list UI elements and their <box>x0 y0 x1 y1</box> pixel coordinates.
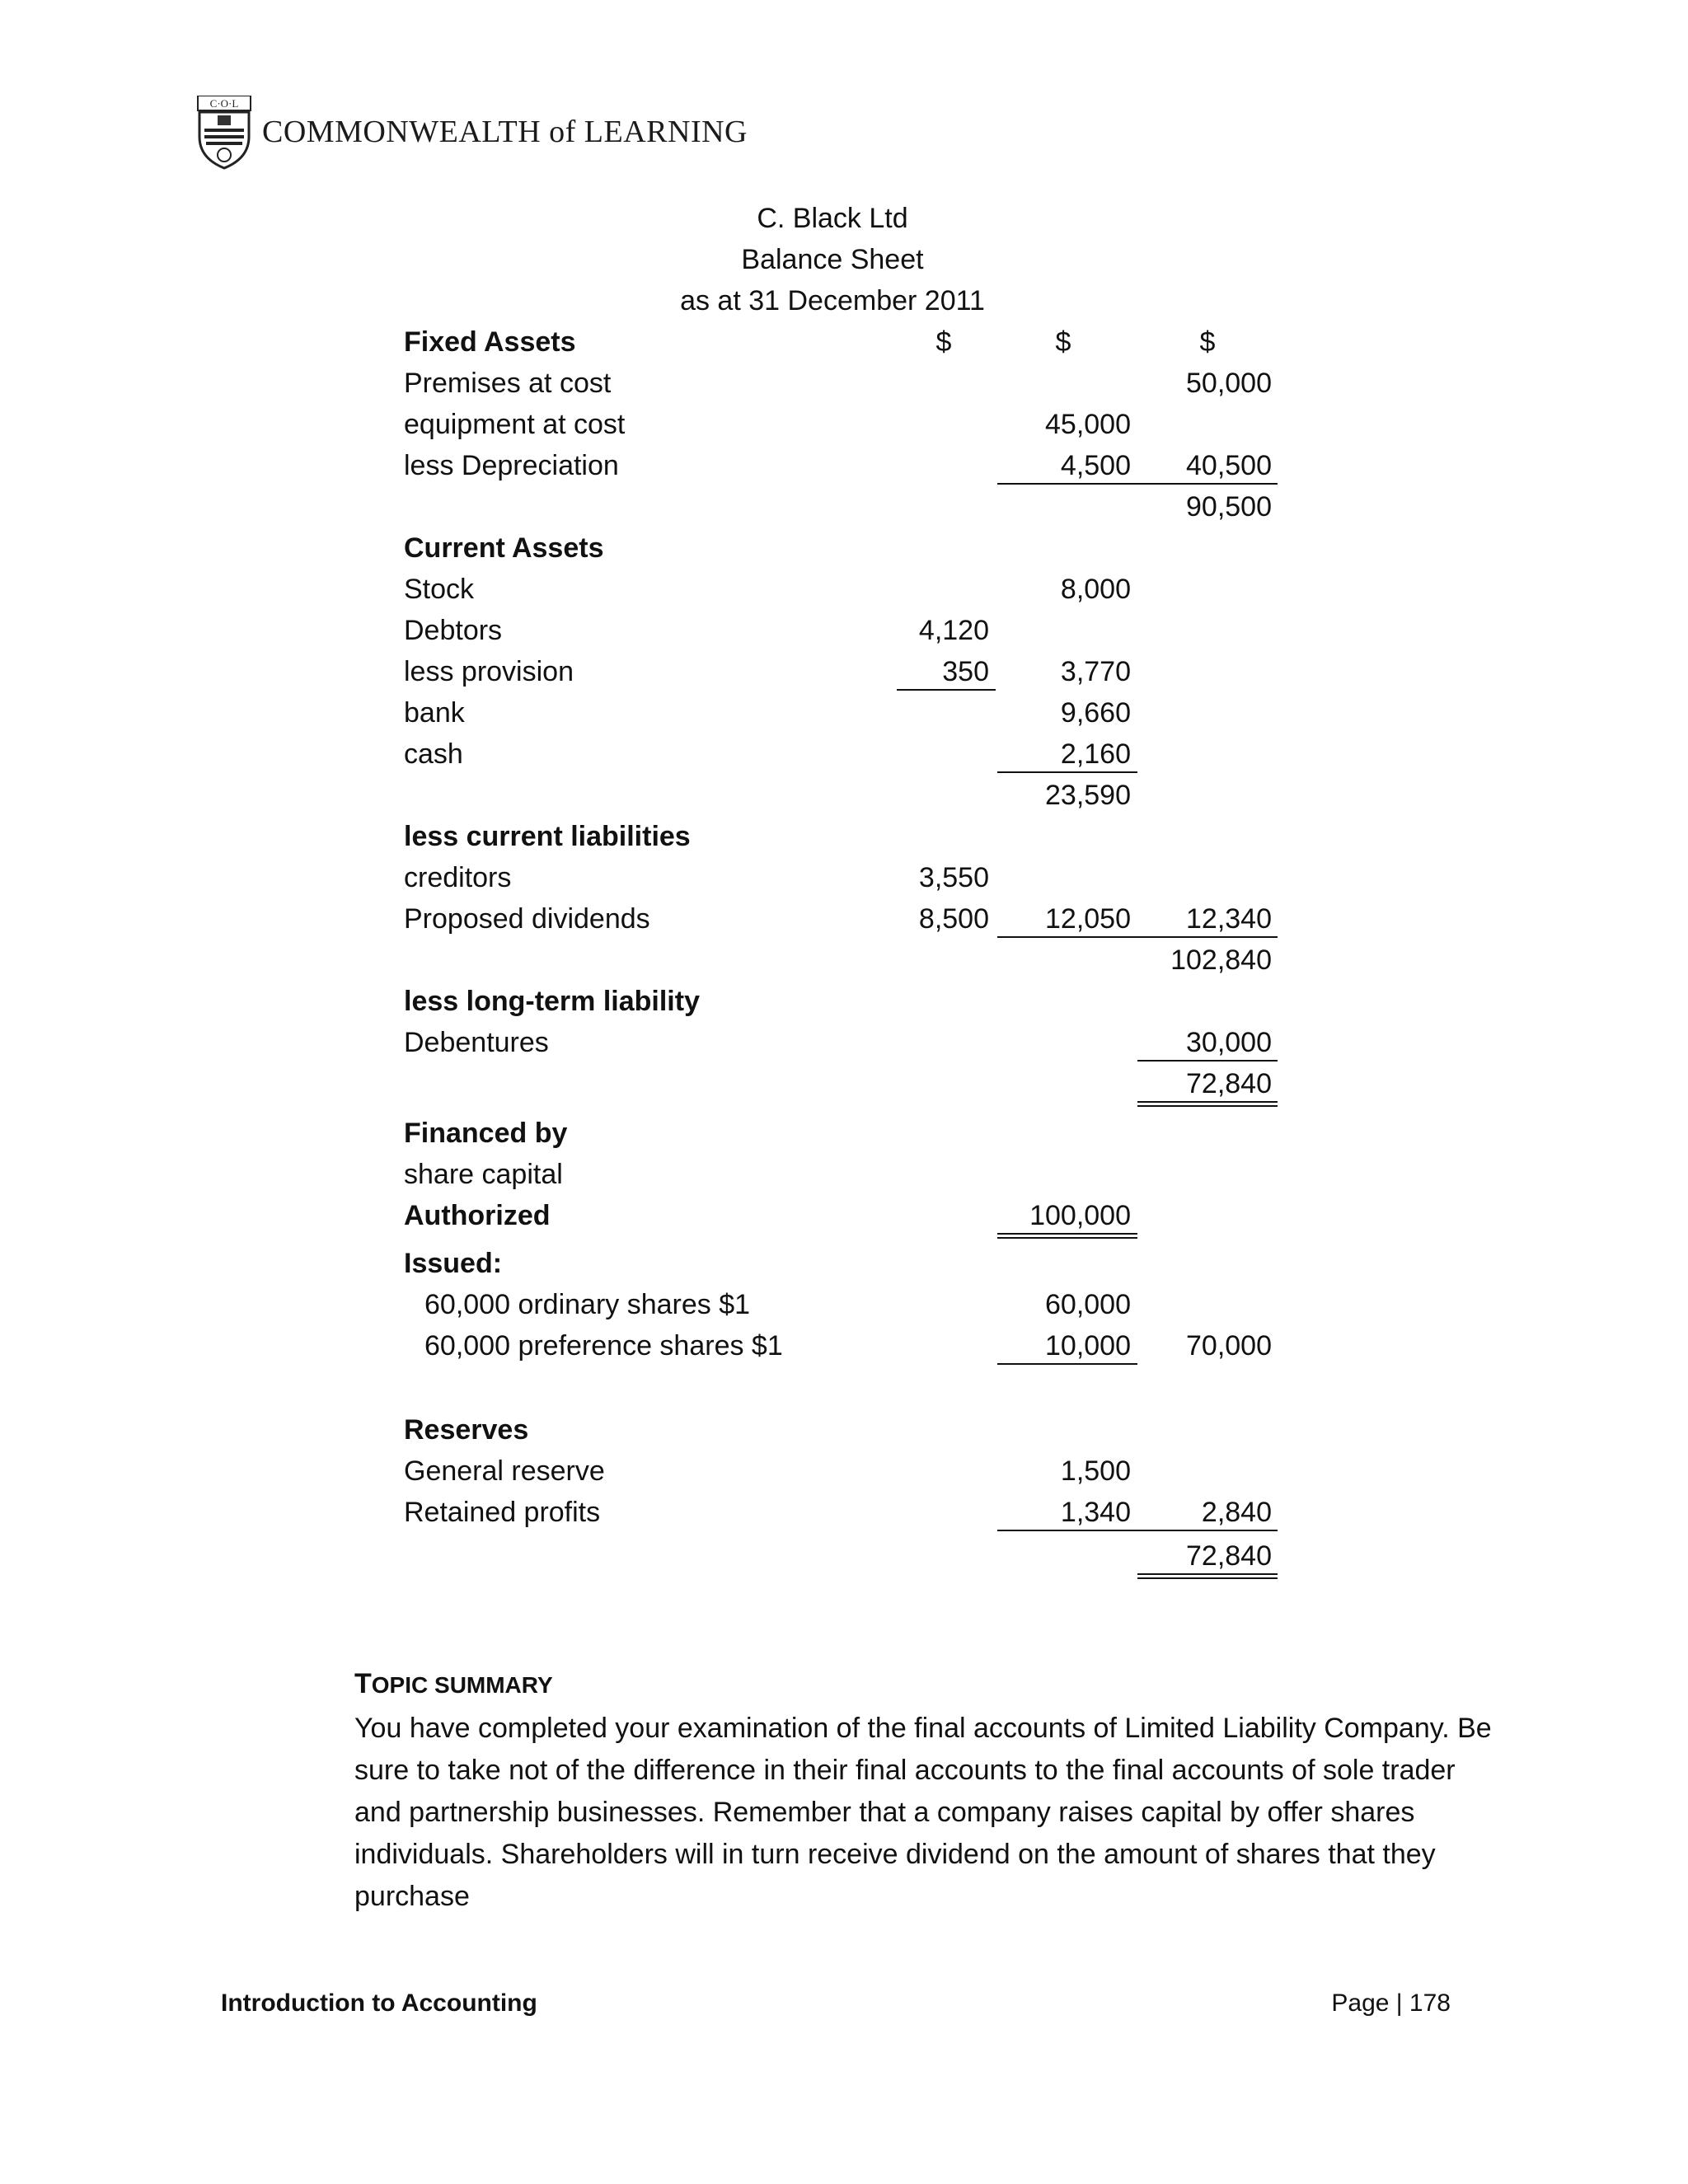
retained-profits-label: Retained profits <box>404 1497 601 1528</box>
issued-label: Issued: <box>404 1248 503 1279</box>
provision-label: less provision <box>404 656 574 687</box>
cash-label: cash <box>404 738 463 770</box>
net-assets-total: 72,840 <box>1186 1068 1272 1099</box>
logo-wordmark-text: COMMONWEALTH of LEARNING <box>262 115 748 149</box>
rule <box>1137 1060 1278 1062</box>
fixed-assets-heading: Fixed Assets <box>404 326 576 358</box>
rule <box>1137 1530 1278 1531</box>
fixed-assets-total: 90,500 <box>1186 491 1272 523</box>
bank-label: bank <box>404 697 465 729</box>
general-reserve-label: General reserve <box>404 1455 605 1487</box>
long-term-liability-heading: less long-term liability <box>404 986 700 1017</box>
provision-value: 350 <box>942 656 989 687</box>
debentures-value: 30,000 <box>1186 1027 1272 1058</box>
reserves-total: 2,840 <box>1201 1497 1272 1528</box>
subtotal-value: 102,840 <box>1170 944 1272 976</box>
net-debtors-value: 3,770 <box>1060 656 1131 687</box>
dividends-label: Proposed dividends <box>404 903 650 935</box>
equipment-value: 45,000 <box>1045 409 1131 440</box>
rule <box>997 1530 1137 1531</box>
reserves-heading: Reserves <box>404 1414 529 1446</box>
double-rule <box>997 1233 1137 1235</box>
double-rule <box>997 1237 1137 1239</box>
double-rule <box>1137 1577 1278 1579</box>
rule <box>997 771 1137 773</box>
footer-book-title: Introduction to Accounting <box>221 1990 537 2017</box>
depreciation-label: less Depreciation <box>404 450 619 481</box>
creditors-label: creditors <box>404 862 512 893</box>
working-capital-value: 12,340 <box>1186 903 1272 935</box>
double-rule <box>1137 1101 1278 1103</box>
heading-rest: OPIC SUMMARY <box>371 1672 553 1698</box>
topic-summary-heading <box>354 1668 553 1700</box>
currency-col3: $ <box>1199 326 1216 358</box>
rule <box>1137 936 1278 938</box>
ordinary-shares-value: 60,000 <box>1045 1289 1131 1320</box>
cash-value: 2,160 <box>1060 738 1131 770</box>
capital-and-reserves-total: 72,840 <box>1186 1540 1272 1572</box>
double-rule <box>1137 1105 1278 1107</box>
current-assets-total: 23,590 <box>1045 780 1131 811</box>
currency-col2: $ <box>1055 326 1071 358</box>
current-liabilities-heading: less current liabilities <box>404 821 691 852</box>
creditors-value: 3,550 <box>918 862 989 893</box>
topic-summary-text: You have completed your examination of the final accounts of Limited Liability Company. Be sure to take not of the difference in their final accounts to the final accounts of sole trader and partnership businesses. Remember that a company raises capital by offer shares individuals. Shareholders will in turn receive dividend on the amount of shares that they purchase <box>354 1713 1492 1912</box>
rule <box>1137 483 1278 485</box>
authorized-label: Authorized <box>404 1200 551 1231</box>
rule <box>897 689 996 691</box>
current-assets-heading: Current Assets <box>404 532 604 564</box>
footer-page-number: Page | 178 <box>1331 1990 1451 2017</box>
retained-profits-value: 1,340 <box>1060 1497 1131 1528</box>
logo-wordmark <box>262 114 748 150</box>
statement-title: Balance Sheet <box>741 244 924 275</box>
net-equipment-value: 40,500 <box>1186 450 1272 481</box>
dividends-value: 8,500 <box>918 903 989 935</box>
debtors-value: 4,120 <box>918 615 989 646</box>
share-capital-label: share capital <box>404 1159 563 1190</box>
authorized-value: 100,000 <box>1029 1200 1131 1231</box>
stock-label: Stock <box>404 574 475 605</box>
equipment-label: equipment at cost <box>404 409 626 440</box>
current-liabilities-total: 12,050 <box>1045 903 1131 935</box>
rule <box>997 936 1137 938</box>
preference-shares-value: 10,000 <box>1045 1330 1131 1361</box>
financed-by-heading: Financed by <box>404 1118 568 1149</box>
preference-shares-label: 60,000 preference shares $1 <box>424 1330 783 1361</box>
company-name: C. Black Ltd <box>757 203 908 234</box>
statement-date: as at 31 December 2011 <box>680 285 985 316</box>
currency-col1: $ <box>935 326 952 358</box>
rule <box>997 483 1137 485</box>
double-rule <box>1137 1573 1278 1575</box>
logo-mark-text: C·O·L <box>209 97 239 110</box>
debtors-label: Debtors <box>404 615 503 646</box>
general-reserve-value: 1,500 <box>1060 1455 1131 1487</box>
premises-value: 50,000 <box>1186 368 1272 399</box>
issued-capital-total: 70,000 <box>1186 1330 1272 1361</box>
debentures-label: Debentures <box>404 1027 549 1058</box>
rule <box>997 1363 1137 1365</box>
depreciation-value: 4,500 <box>1060 450 1131 481</box>
ordinary-shares-label: 60,000 ordinary shares $1 <box>424 1289 751 1320</box>
stock-value: 8,000 <box>1060 574 1131 605</box>
heading-initial: T <box>354 1668 372 1699</box>
bank-value: 9,660 <box>1060 697 1131 729</box>
premises-label: Premises at cost <box>404 368 612 399</box>
